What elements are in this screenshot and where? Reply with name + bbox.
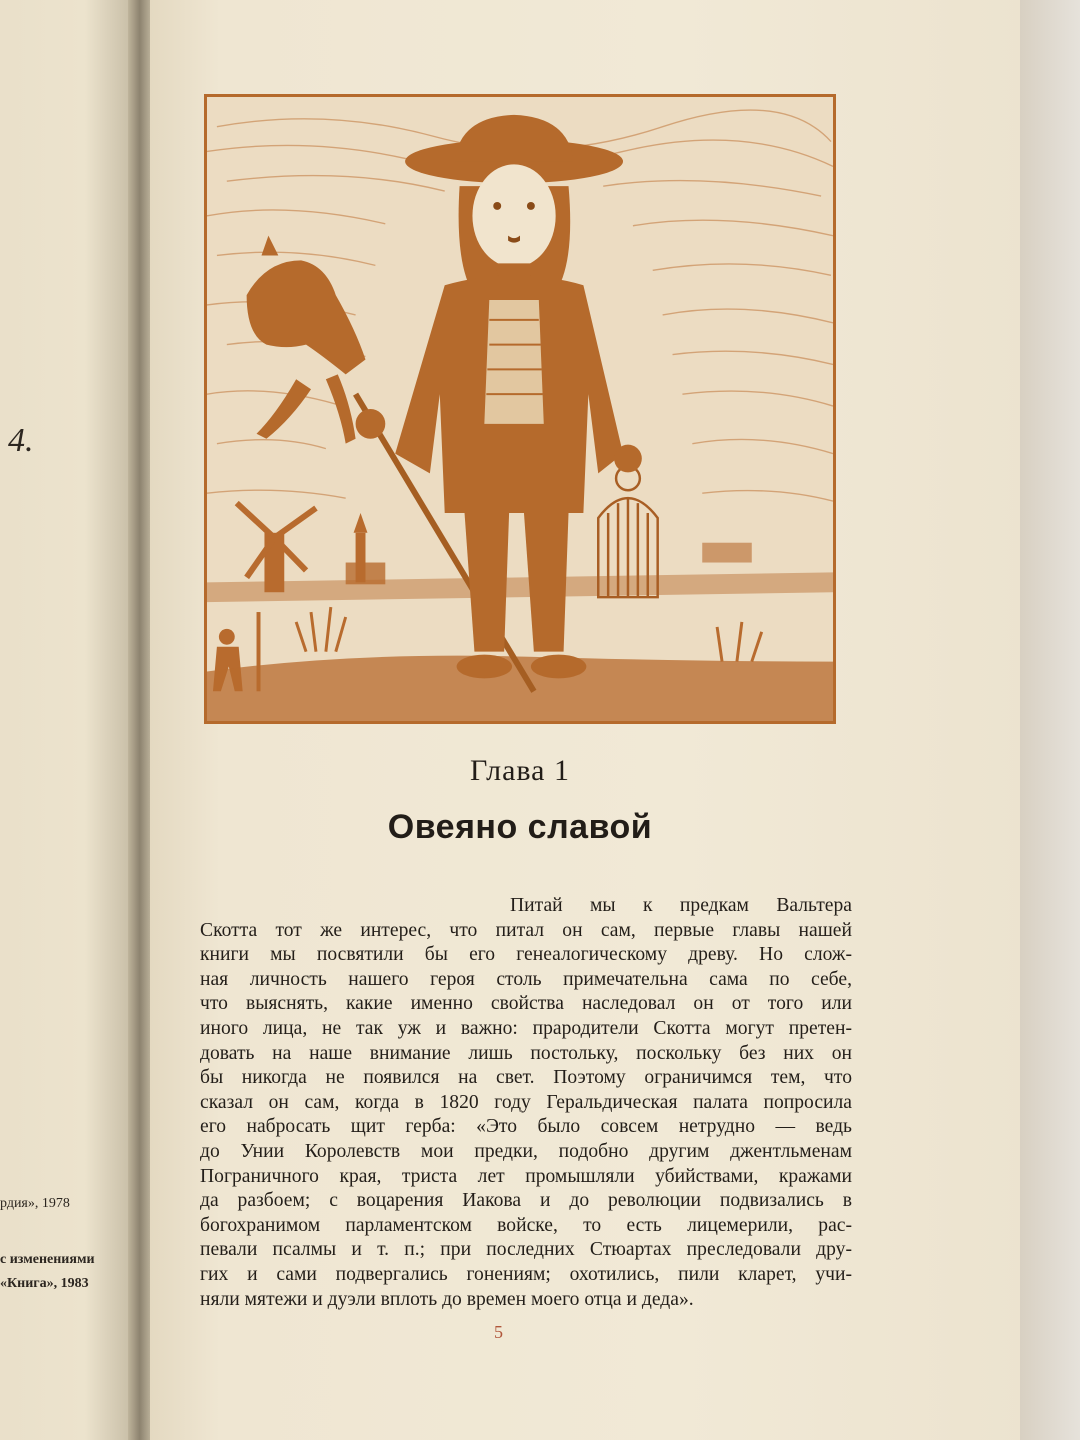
left-page-fragment-number: 4. bbox=[8, 422, 34, 459]
text-line: Питай мы к предкам Вальтера bbox=[510, 895, 852, 916]
body-text bbox=[200, 894, 852, 1312]
text-line: да разбоем; с воцарения Иакова и до революции подвизались в bbox=[200, 1190, 852, 1212]
page-edge bbox=[1020, 0, 1080, 1440]
text-line: его набросать щит герба: «Это было совсем нетрудно — ведь bbox=[200, 1116, 852, 1138]
text-line: певали псалмы и т. п.; при последних Стюартах преследовали дру- bbox=[200, 1239, 852, 1261]
text-line: сказал он сам, когда в 1820 году Геральдическая палата попросила bbox=[200, 1091, 852, 1113]
text-line: ная личность нашего героя столь примечательна сама по себе, bbox=[200, 968, 852, 990]
page-number: 5 bbox=[494, 1322, 503, 1342]
engraving-boy-with-hobby-horse bbox=[207, 97, 833, 721]
text-line: богохранимом парламентском войске, то есть лицемерили, рас- bbox=[200, 1214, 852, 1236]
text-line: Скотта тот же интерес, что питал он сам, первые главы нашей bbox=[200, 919, 852, 941]
text-line: книги мы посвятили бы его генеалогическому древу. Но слож- bbox=[200, 944, 852, 966]
chapter-number: Глава 1 bbox=[470, 754, 570, 787]
left-page-fragment-1: рдия», 1978 bbox=[0, 1196, 70, 1211]
text-line: гих и сами подвергались гонениям; охотились, пили кларет, учи- bbox=[200, 1263, 852, 1285]
left-page-fragment-3: «Книга», 1983 bbox=[0, 1276, 89, 1291]
text-line: бы никогда не появился на свет. Поэтому ограничимся тем, что bbox=[200, 1067, 852, 1089]
text-line: няли мятежи и дуэли вплоть до времен моего отца и деда». bbox=[200, 1288, 694, 1310]
text-line: что выяснять, какие именно свойства наследовал он от того или bbox=[200, 993, 852, 1015]
chapter-title: Овеяно славой bbox=[387, 808, 653, 846]
left-page bbox=[0, 0, 130, 1440]
chapter-illustration bbox=[204, 94, 836, 724]
left-page-fragment-2: с изменениями bbox=[0, 1252, 95, 1267]
text-line: Пограничного края, триста лет промышляли убийствами, кражами bbox=[200, 1165, 852, 1187]
text-line: до Унии Королевств мои предки, подобно другим джентльменам bbox=[200, 1140, 852, 1162]
text-line: иного лица, не так уж и важно: прародители Скотта могут претен- bbox=[200, 1017, 852, 1039]
text-line: довать на наше внимание лишь постольку, поскольку без них он bbox=[200, 1042, 852, 1064]
